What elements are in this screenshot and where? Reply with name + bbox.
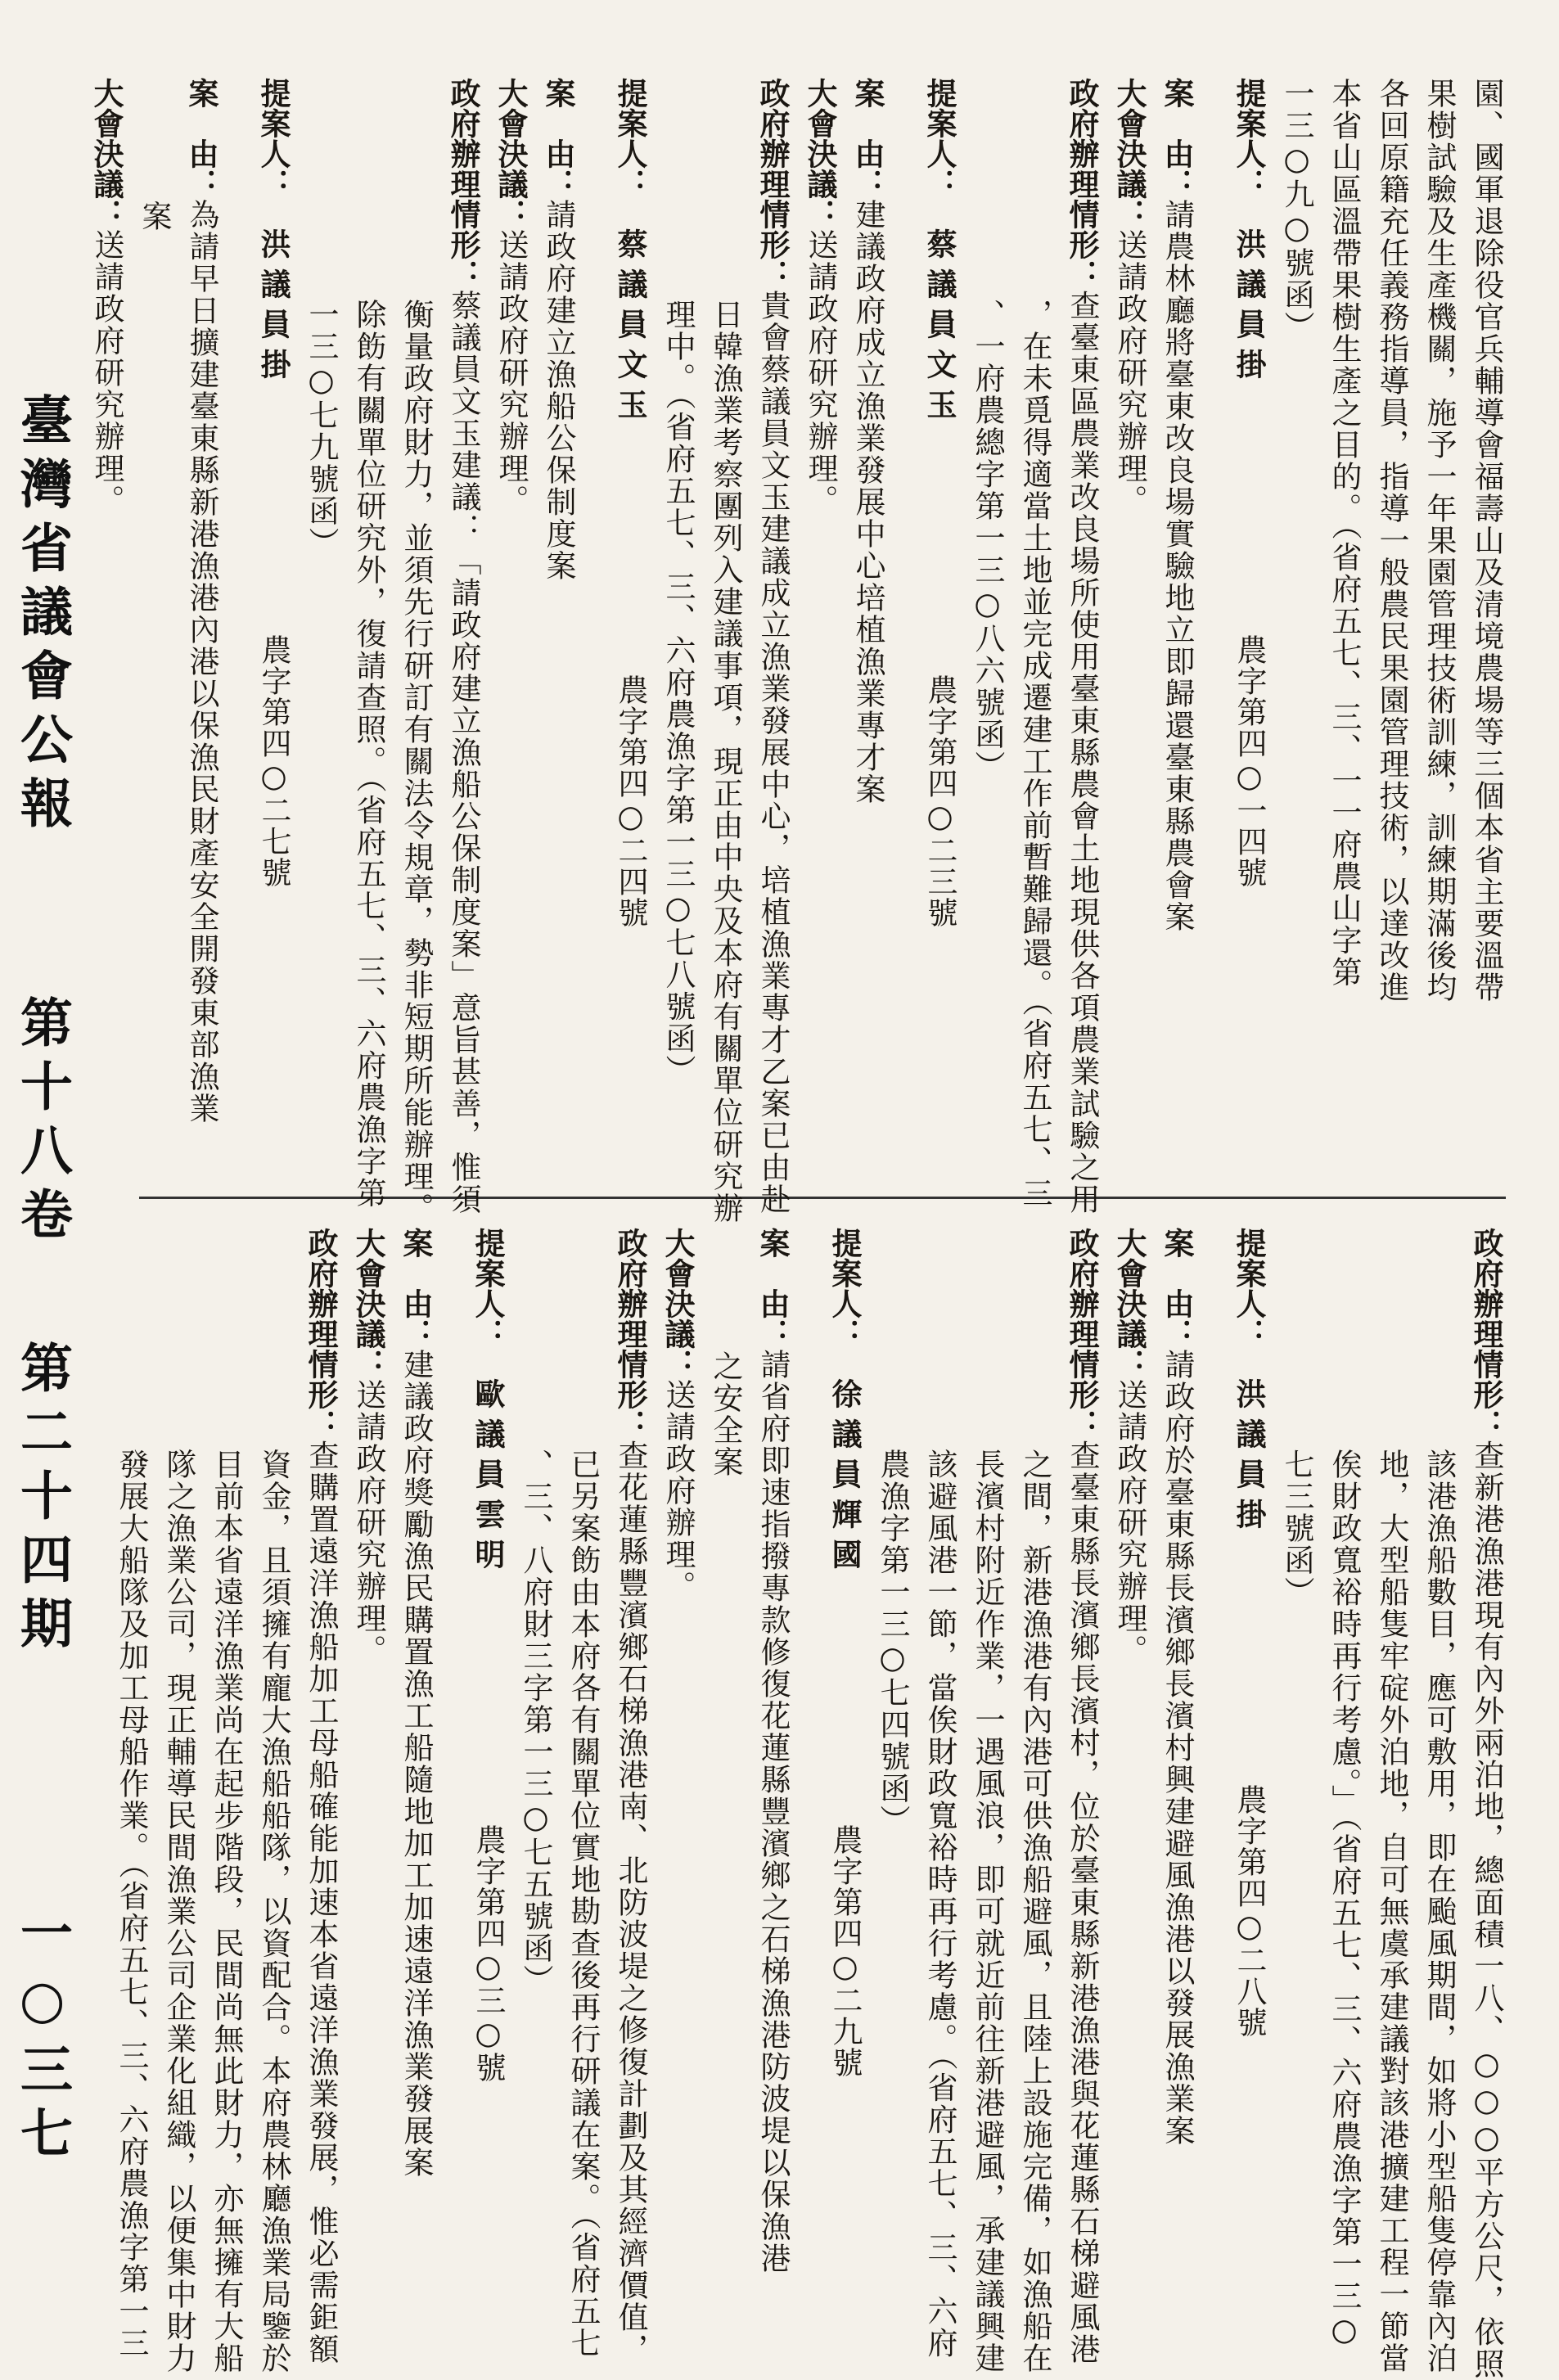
- subject-text: 為請早日擴建臺東縣新港漁港內港以保漁民財產安全開發東部漁業: [184, 199, 219, 1125]
- proposal-number: 農字第四○二八號: [1232, 1784, 1267, 2038]
- handling-line: ，在未覓得適當土地並完成遷建工作前暫難歸還。（省府五七、三: [1017, 299, 1052, 1210]
- page-number: 一○三七: [11, 1905, 73, 2170]
- handling-line: 理中。（省府五七、三、六府農漁字第一三○七八號函）: [660, 299, 696, 1087]
- handling-line: 該港漁船數目，應可敷用，即在颱風期間，如將小型船隻停靠內泊: [1422, 1449, 1457, 2374]
- proposer-name: 蔡議員文玉: [921, 228, 957, 429]
- resolution-row: [654, 1228, 701, 2328]
- handling-line: 隊之漁業公司，現正輔導民間漁業公司企業化組織，以便集中財力: [161, 1449, 196, 2374]
- handling-row: [749, 78, 796, 1215]
- handling-label: 政府辦理情形：: [1064, 78, 1100, 290]
- handling-text: 查臺東區農業改良場所使用臺東縣農會土地現供各項農業試驗之用: [1065, 290, 1100, 1215]
- proposer-name: 洪議員掛: [1231, 228, 1267, 389]
- continued-line: 一三○九○號函）: [1279, 78, 1314, 343]
- subject-text: 請省府即速指撥專款修復花蓮縣豐濱鄉之石梯漁港防波堤以保漁港: [755, 1349, 791, 2274]
- handling-label: 政府辦理情形：: [755, 78, 791, 290]
- proposer-name: 洪議員掛: [1231, 1378, 1267, 1539]
- handling-line: 七三號函）: [1279, 1449, 1314, 1608]
- proposal-number: 農字第四○二四號: [613, 674, 648, 928]
- resolution-text: 送請政府研究辦理。: [803, 229, 838, 516]
- resolution-text: 送請政府研究辦理。: [351, 1379, 386, 1666]
- handling-text: 蔡議員文玉建議：「請政府建立漁船公保制度案」意旨甚善，惟須: [446, 290, 481, 1215]
- handling-line: 衡量政府財力，並須先行研訂有關法令規章，勢非短期所能辦理。: [399, 299, 434, 1224]
- proposer-row: [250, 78, 297, 1183]
- subject-label: 案 由：: [1159, 1228, 1195, 1349]
- handling-line: 發展大船隊及加工母船作業。（省府五七、三、六府農漁字第一三: [114, 1449, 149, 2360]
- subject-label: 案 由：: [849, 78, 885, 199]
- subject-line: 案: [137, 201, 172, 232]
- continued-line: 本省山區溫帶果樹生產之目的。（省府五七、三、一一府農山字第: [1327, 78, 1362, 989]
- resolution-row: [1106, 78, 1153, 1183]
- handling-line: 地，大型船隻牢碇外泊地，自可無虞承建議對該港擴建工程一節當: [1374, 1449, 1409, 2374]
- running-header: [5, 393, 79, 2324]
- proposal-number: 農字第四○二九號: [827, 1824, 863, 2078]
- proposer-label: 提案人：: [827, 1228, 863, 1349]
- handling-line: 之間，新港漁港有內港可供漁船避風，且陸上設施完備，如漁船在: [1017, 1449, 1052, 2374]
- proposer-label: 提案人：: [921, 78, 957, 199]
- resolution-row: [1106, 1228, 1153, 2328]
- proposer-row: [1225, 1228, 1273, 2328]
- continued-line: 果樹試驗及生產機關，施予一年果園管理技術訓練，訓練期滿後均: [1422, 78, 1457, 1003]
- proposer-name: 蔡議員文玉: [612, 228, 648, 429]
- resolution-text: 送請政府研究辦理。: [89, 229, 124, 516]
- proposer-label: 提案人：: [1231, 1228, 1267, 1349]
- resolution-text: 送請政府研究辦理。: [1112, 1379, 1147, 1666]
- proposal-number: 農字第四○一四號: [1232, 634, 1267, 888]
- subject-row: [749, 1228, 796, 2328]
- volume-number: 第十八卷: [11, 995, 73, 1251]
- handling-line: 該避風港一節，當俟財政寬裕時再行考慮。（省府五七、三、六府: [922, 1449, 957, 2360]
- subject-label: 案 由：: [540, 78, 576, 199]
- subject-label: 案 由：: [183, 78, 219, 199]
- handling-row: [1058, 78, 1106, 1215]
- subject-row: [534, 78, 582, 1183]
- proposal-number: 農字第四○三○號: [471, 1824, 506, 2083]
- subject-row: [392, 1228, 439, 2328]
- handling-label: 政府辦理情形：: [303, 1228, 339, 1440]
- resolution-label: 大會決議：: [1111, 1228, 1147, 1379]
- resolution-row: [345, 1228, 392, 2328]
- handling-line: 長濱村附近作業，一遇風浪，即可就近前往新港避風，承建議興建: [970, 1449, 1005, 2374]
- resolution-text: 送請政府研究辦理。: [1112, 229, 1147, 516]
- resolution-label: 大會決議：: [802, 78, 838, 229]
- handling-line: 、三、八府財三字第一三○七五號函）: [518, 1449, 553, 1996]
- handling-label: 政府辦理情形：: [445, 78, 481, 290]
- resolution-label: 大會決議：: [1111, 78, 1147, 229]
- proposer-label: 提案人：: [1231, 78, 1267, 199]
- subject-row: [178, 78, 225, 1183]
- subject-text: 請農林廳將臺東改良場實驗地立即歸還臺東縣農會案: [1160, 199, 1195, 933]
- gazette-title: 臺灣省議會公報: [11, 393, 73, 840]
- proposer-row: [916, 78, 963, 1183]
- proposer-row: [1225, 78, 1273, 1183]
- subject-label: 案 由：: [1159, 78, 1195, 199]
- handling-row: [606, 1228, 654, 2365]
- handling-line: 除飭有關單位研究外，復請查照。（省府五七、三、六府農漁字第: [351, 299, 386, 1210]
- handling-line: 已另案飭由本府各有關單位實地勘查後再行研議在案。（省府五七: [565, 1449, 601, 2360]
- handling-text: 貴會蔡議員文玉建議成立漁業發展中心，培植漁業專才乙案已由赴: [755, 290, 791, 1215]
- handling-label: 政府辦理情形：: [1468, 1228, 1504, 1440]
- proposer-name: 歐議員雲明: [470, 1378, 506, 1579]
- proposer-label: 提案人：: [612, 78, 648, 199]
- resolution-text: 送請政府研究辦理。: [493, 229, 529, 516]
- subject-text: 建議政府獎勵漁民購置漁工船隨地加工加速遠洋漁業發展案: [399, 1349, 434, 2179]
- subject-text: 建議政府成立漁業發展中心培植漁業專才案: [850, 199, 885, 805]
- proposer-name: 洪議員掛: [255, 228, 291, 389]
- handling-row: [1462, 1228, 1510, 2380]
- resolution-row: [796, 78, 844, 1183]
- subject-row: [1153, 1228, 1201, 2328]
- handling-line: 資金，且須擁有龐大漁船船隊，以資配合。本府農林廳漁業局鑒於: [256, 1449, 291, 2374]
- handling-row: [1058, 1228, 1106, 2365]
- handling-text: 查臺東縣長濱鄉長濱村，位於臺東縣新港漁港與花蓮縣石梯避風港: [1065, 1440, 1100, 2365]
- handling-line: 俟財政寬裕時再行考慮。」（省府五七、三、六府農漁字第一三○: [1327, 1449, 1362, 2349]
- handling-line: 農漁字第一三○七四號函）: [875, 1449, 910, 1837]
- proposer-label: 提案人：: [255, 78, 291, 199]
- subject-row: [844, 78, 891, 1183]
- resolution-label: 大會決議：: [350, 1228, 386, 1379]
- resolution-label: 大會決議：: [493, 78, 529, 229]
- proposer-label: 提案人：: [470, 1228, 506, 1349]
- handling-line: 目前本省遠洋漁業尚在起步階段，民間尚無此財力，亦無擁有大船: [209, 1449, 244, 2374]
- handling-line: 、一府農總字第一三○八六號函）: [970, 299, 1005, 782]
- bottom-section: [114, 1228, 1510, 2380]
- resolution-text: 送請政府辦理。: [660, 1379, 696, 1602]
- subject-text: 請政府於臺東縣長濱鄉長濱村興建避風漁港以發展漁業案: [1160, 1349, 1195, 2147]
- subject-line: 之安全案: [708, 1350, 743, 1478]
- continued-line: 各回原籍充任義務指導員，指導一般農民果園管理技術，以達改進: [1374, 78, 1409, 1003]
- subject-text: 請政府建立漁船公保制度案: [541, 199, 576, 582]
- handling-text: 查購置遠洋漁船加工母船確能加速本省遠洋漁業發展，惟必需鉅額: [304, 1440, 339, 2365]
- handling-line: 日韓漁業考察團列入建議事項，現正由中央及本府有關單位研究辦: [708, 299, 743, 1224]
- handling-row: [439, 78, 487, 1215]
- resolution-row: [83, 78, 130, 1183]
- handling-row: [297, 1228, 345, 2365]
- proposer-row: [821, 1228, 868, 2328]
- handling-text: 查新港漁港現有內外兩泊地，總面積一八、○○○平方公尺，依照: [1469, 1440, 1504, 2380]
- handling-text: 查花蓮縣豐濱鄉石梯漁港南、北防波堤之修復計劃及其經濟價值，: [613, 1440, 648, 2365]
- handling-label: 政府辦理情形：: [612, 1228, 648, 1440]
- resolution-row: [487, 78, 534, 1183]
- proposal-number: 農字第四○二三號: [922, 674, 957, 928]
- proposal-number: 農字第四○二七號: [256, 634, 291, 888]
- resolution-label: 大會決議：: [88, 78, 124, 229]
- subject-row: [1153, 78, 1201, 1183]
- resolution-label: 大會決議：: [660, 1228, 696, 1379]
- subject-label: 案 由：: [755, 1228, 791, 1349]
- issue-number: 第二十四期: [11, 1341, 73, 1660]
- top-section: [88, 78, 1510, 1224]
- proposer-name: 徐議員輝國: [827, 1378, 863, 1579]
- handling-line: 一三○七九號函）: [304, 299, 339, 559]
- continued-line: 園、國軍退除役官兵輔導會福壽山及清境農場等三個本省主要溫帶: [1469, 78, 1504, 1003]
- handling-label: 政府辦理情形：: [1064, 1228, 1100, 1440]
- subject-label: 案 由：: [398, 1228, 434, 1349]
- proposer-row: [606, 78, 654, 1183]
- proposer-row: [464, 1228, 511, 2328]
